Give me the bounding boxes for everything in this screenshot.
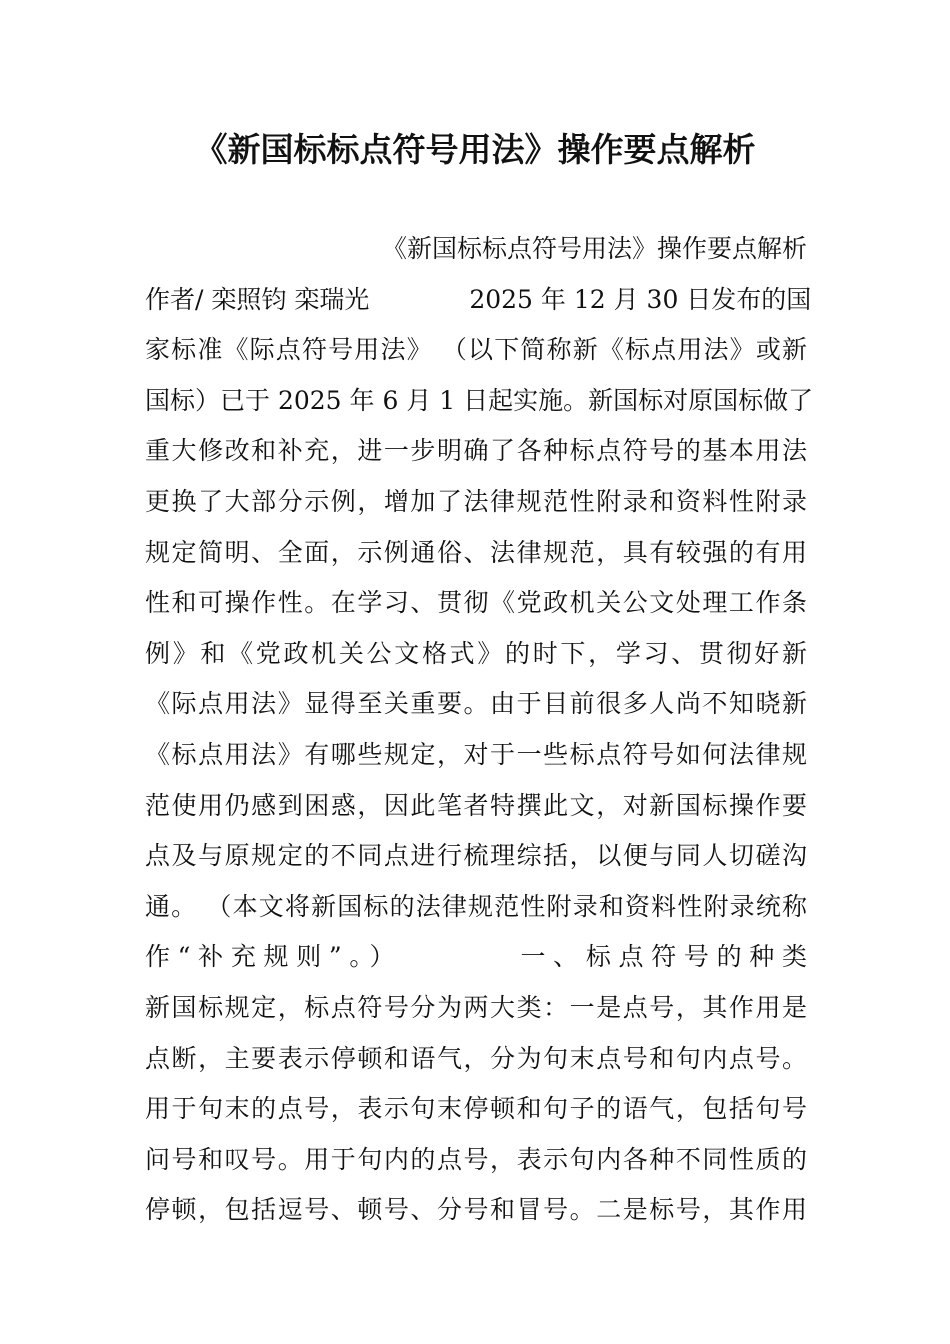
body-line: 点断，主要表示停顿和语气，分为句末点号和句内点号。 xyxy=(145,1043,807,1073)
section-heading-line: 作“补充规则”。） 一、标点符号的种类 xyxy=(145,942,807,972)
page-title: 《新国标标点符号用法》操作要点解析 xyxy=(194,130,756,169)
body-line: 更换了大部分示例，增加了法律规范性附录和资料性附录 xyxy=(145,486,807,516)
body-line: 性和可操作性。在学习、贯彻《党政机关公文处理工作条 xyxy=(145,588,807,618)
body-line: 用于句末的点号，表示句末停顿和句子的语气，包括句号 xyxy=(145,1094,807,1124)
body-line: 《新国标标点符号用法》操作要点解析 xyxy=(381,234,807,263)
body-line: 新国标规定，标点符号分为两大类：一是点号，其作用是 xyxy=(145,992,807,1022)
body-line: 例》和《党政机关公文格式》的时下，学习、贯彻好新 xyxy=(145,638,807,668)
body-line: 重大修改和补充，进一步明确了各种标点符号的基本用法 xyxy=(145,436,807,466)
body-line: 规定简明、全面，示例通俗、法律规范，具有较强的有用 xyxy=(145,537,807,567)
body-line: 问号和叹号。用于句内的点号，表示句内各种不同性质的 xyxy=(145,1144,807,1174)
body-line: 国标）已于 2025 年 6 月 1 日起实施。新国标对原国标做了 xyxy=(145,385,814,415)
body-line: 家标准《际点符号用法》 （以下简称新《标点用法》或新 xyxy=(145,335,807,365)
body-line: 《际点用法》显得至关重要。由于目前很多人尚不知晓新 xyxy=(145,689,807,719)
body-line: 通。 （本文将新国标的法律规范性附录和资料性附录统称 xyxy=(145,891,807,921)
body-line: 作者/ 栾照钧 栾瑞光 2025 年 12 月 30 日发布的国 xyxy=(145,284,812,314)
body-text xyxy=(145,229,814,1241)
body-line: 停顿，包括逗号、顿号、分号和冒号。二是标号，其作用 xyxy=(145,1195,807,1225)
body-line: 范使用仍感到困惑，因此笔者特撰此文，对新国标操作要 xyxy=(145,790,807,820)
body-line: 点及与原规定的不同点进行梳理综括，以便与同人切磋沟 xyxy=(145,841,807,871)
body-line: 《标点用法》有哪些规定，对于一些标点符号如何法律规 xyxy=(145,739,807,769)
